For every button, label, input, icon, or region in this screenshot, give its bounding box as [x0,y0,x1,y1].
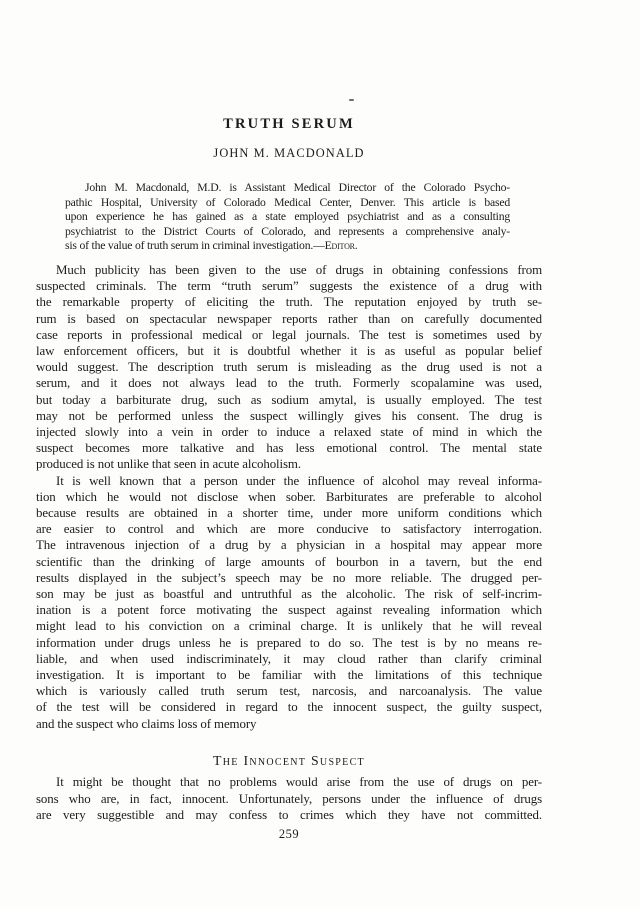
paragraph-1 [36,262,542,473]
paragraph-3 [36,774,542,824]
text-line: Much publicity has been given to the use of drugs in obtaining confessions from [56,263,542,277]
article-title: TRUTH SERUM [223,116,355,132]
text-line: tion which he would not disclose when sober. Barbiturates are preferable to alcohol [36,489,542,504]
text-line: The intravenous injection of a drug by a physician in a hospital may appear more [36,538,542,553]
text-line: results displayed in the subject’s speech may be no more reliable. The drugged per- [36,570,542,585]
text-line: because results are obtained in a shorter time, under more uniform conditions which [36,506,542,521]
section-heading: The Innocent Suspect [213,753,365,768]
text-line: John M. Macdonald, M.D. is Assistant Medical Director of the Colorado Psycho- [85,181,510,194]
text-line: scientific than the drinking of large amounts of bourbon in a tavern, but the end [36,554,542,569]
text-line: injected slowly into a vein in order to induce a relaxed state of mind in which the [36,425,542,440]
text-line: law enforcement officers, but it is doubtful whether it is as useful as popular belief [36,344,542,359]
editor-note-lines [65,181,510,239]
text-line: It is well known that a person under the influence of alcohol may reveal informa- [56,473,542,488]
article-body [36,262,542,732]
editor-note-last-line-text: sis of the value of truth serum in criminal investigation.— [65,239,325,252]
text-line: suspect becomes more talkative and has less emotional control. The mental state [36,441,542,456]
text-line: and the suspect who claims loss of memory [36,716,257,731]
text-line: serum, and it does not always lead to the truth. Formerly scopalamine was used, [36,376,542,391]
text-line: might lead to his conviction on a criminal charge. It is unlikely that he will reveal [36,619,542,634]
text-line: are very suggestible and may confess to crimes which they have not committed. [36,808,542,823]
text-line: but today a barbiturate drug, such as sodium amytal, is usually employed. The test [36,392,542,407]
text-line: the remarkable property of eliciting the truth. The reputation enjoyed by truth se- [36,295,542,310]
stray-print-mark [349,99,354,101]
text-line: investigation. It is important to be familiar with the limitations of this technique [36,668,542,683]
editor-note [65,181,510,254]
text-line: rum is based on spectacular newspaper reports rather than on carefully documented [36,311,542,326]
text-line: suspected criminals. The term “truth serum” suggests the existence of a drug with [36,279,542,294]
text-line: sons who are, in fact, innocent. Unfortunately, persons under the influence of drugs [36,791,542,806]
text-line: son may be just as boastful and untruthful as the alcoholic. The risk of self-incrim- [36,587,542,602]
text-line: liable, and when used indiscriminately, it may cloud rather than clarify criminal [36,651,542,666]
text-line: ination is a potent force motivating the suspect against revealing information which [36,603,542,618]
text-line: which is variously called truth serum test, narcosis, and narcoanalysis. The value [36,684,542,699]
text-line: would suggest. The description truth serum is misleading as the drug used is not a [36,360,542,375]
text-line: information under drugs unless he is prepared to do so. The test is by no means re- [36,635,542,650]
text-line: pathic Hospital, University of Colorado Medical Center, Denver. This article is based [65,195,510,209]
text-line: It might be thought that no problems would arise from the use of drugs on per- [56,775,542,789]
text-line: are easier to control and which are more conducive to satisfactory interrogation. [36,522,542,537]
paragraph-2 [36,473,542,732]
text-line: may not be performed unless the suspect willingly gives his consent. The drug is [36,408,542,423]
text-line: psychiatrist to the District Courts of Colorado, and represents a comprehensive analy- [65,224,510,238]
text-line: upon experience he has gained as a state employed psychiatrist and as a consulting [65,210,510,223]
author-name: JOHN M. MACDONALD [213,146,365,160]
page-number: 259 [278,827,300,841]
text-line: produced is not unlike that seen in acute alcoholism. [36,457,301,472]
text-line: of the test will be considered in regard to the innocent suspect, the guilty suspect, [36,700,542,715]
editor-note-last-line [65,239,510,254]
editor-signature: Editor. [324,239,358,252]
text-line: case reports in professional medical or legal journals. The test is sometimes used by [36,327,542,342]
